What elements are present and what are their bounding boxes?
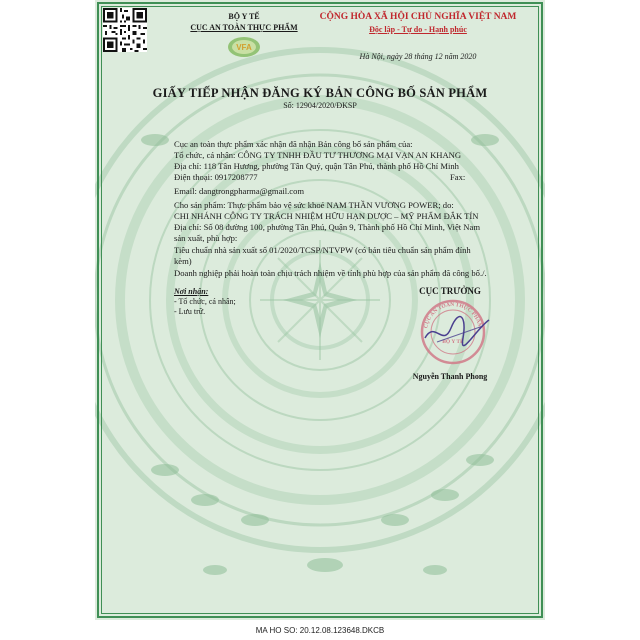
signatory-title: CỤC TRƯỞNG bbox=[419, 286, 481, 296]
issue-date: Hà Nội, ngày 28 tháng 12 năm 2020 bbox=[359, 52, 477, 61]
organization-address: Địa chỉ: 118 Tân Hương, phường Tân Quý, quận Tân Phú, thành phố Hồ Chí Minh bbox=[174, 161, 459, 171]
country-name: CỘNG HÒA XÃ HỘI CHỦ NGHĨA VIỆT NAM bbox=[319, 12, 517, 22]
recipient-item: - Tổ chức, cá nhân; bbox=[174, 297, 236, 306]
stamp-ring-text: CỤC AN TOÀN THỰC PHẨM bbox=[423, 301, 483, 329]
product-suffix: do: bbox=[442, 200, 454, 210]
file-code: MA HO SO: 20.12.08.123648.DKCB bbox=[255, 626, 385, 635]
signatory-name: Nguyễn Thanh Phong bbox=[412, 372, 488, 381]
standard-line-cont: kèm) bbox=[174, 256, 192, 266]
product-name: NAM THẦN VƯƠNG POWER; bbox=[326, 200, 441, 210]
recipients-heading: Nơi nhận: bbox=[174, 287, 209, 296]
organization-line bbox=[174, 150, 461, 161]
fax-label: Fax: bbox=[450, 172, 466, 182]
intro-text: Cục an toàn thực phẩm xác nhận đã nhận Bản công bố sản phẩm của: bbox=[174, 139, 413, 149]
product-label: Cho sản phẩm: Thực phẩm bảo vệ sức khoẻ bbox=[174, 200, 325, 210]
stamp-center-text: BỘ Y TẾ bbox=[442, 339, 464, 345]
recipient-item: - Lưu trữ. bbox=[174, 307, 206, 316]
organization-label: Tổ chức, cá nhân: bbox=[174, 150, 236, 160]
responsibility-statement: Doanh nghiệp phải hoàn toàn chịu trách nhiệm về tính phù hợp của sản phẩm đã công bố./. bbox=[174, 268, 487, 278]
national-motto: Độc lập - Tự do - Hạnh phúc bbox=[369, 25, 467, 34]
vfa-logo bbox=[227, 36, 261, 58]
official-stamp bbox=[407, 298, 499, 366]
phone-number: Điện thoại: 0917208777 bbox=[174, 172, 258, 182]
certificate-document bbox=[95, 0, 545, 620]
vfa-logo-text: VFA bbox=[236, 43, 252, 52]
standard-line: Tiêu chuẩn nhà sản xuất số 01/2020/TCSP/NTVPW (có bản tiêu chuẩn sản phẩm đính bbox=[174, 245, 471, 255]
registration-number: Số: 12904/2020/ĐKSP bbox=[283, 101, 357, 110]
ministry-name: BỘ Y TẾ bbox=[228, 12, 260, 21]
agency-name: CỤC AN TOÀN THỰC PHẨM bbox=[190, 23, 298, 32]
manufacturer-address: Địa chỉ: Số 08 đường 100, phường Tân Phú, Quận 9, Thành phố Hồ Chí Minh, Việt Nam bbox=[174, 222, 481, 232]
product-line bbox=[174, 200, 454, 211]
manufacturer-address-cont: sản xuất, phù hợp: bbox=[174, 233, 238, 243]
qr-code bbox=[103, 8, 147, 52]
manufacturer-name: CHI NHÁNH CÔNG TY TRÁCH NHIỆM HỮU HẠN DƯỢC – MỸ PHẨM ĐẮK TÍN bbox=[174, 211, 479, 221]
organization-name: CÔNG TY TNHH ĐẦU TƯ THƯƠNG MẠI VẠN AN KHANG bbox=[237, 150, 462, 160]
document-title: GIẤY TIẾP NHẬN ĐĂNG KÝ BẢN CÔNG BỐ SẢN PHẨM bbox=[152, 86, 488, 100]
email-address: Email: dangtrongpharma@gmail.com bbox=[174, 186, 305, 196]
